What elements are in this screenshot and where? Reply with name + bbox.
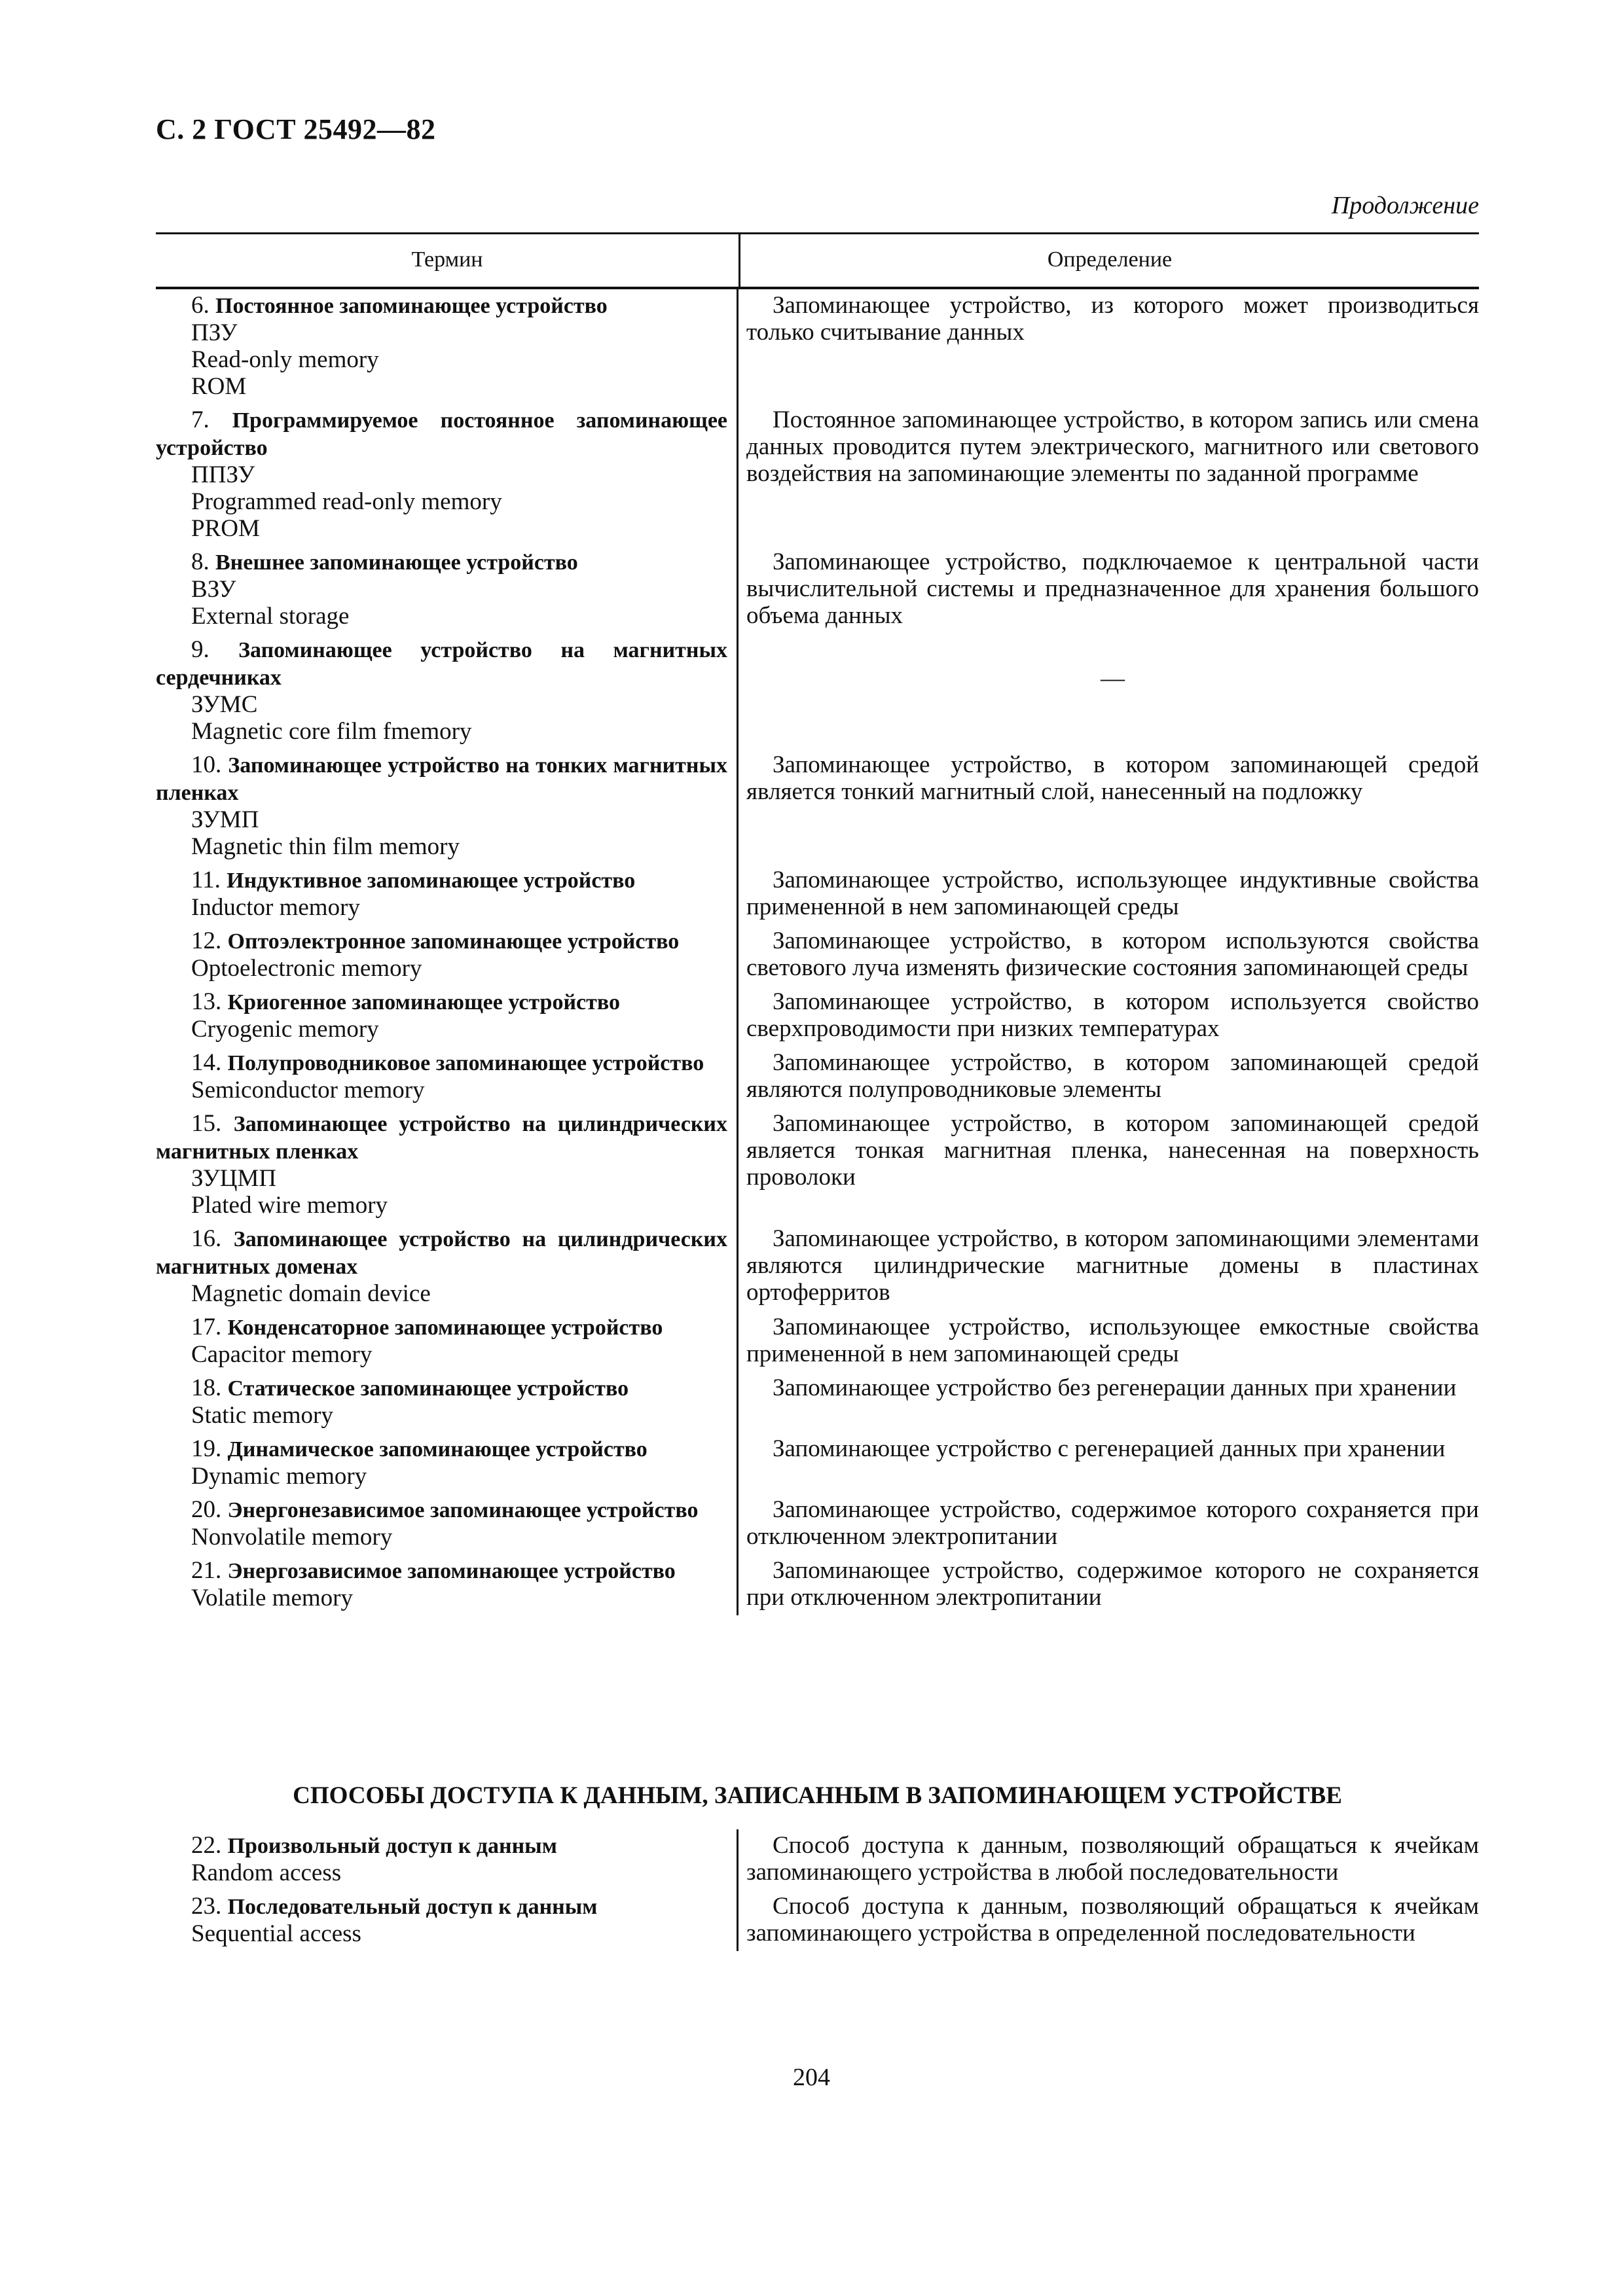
table-row [156,546,1479,634]
term-cell [156,546,739,634]
definition-cell [739,1311,1479,1372]
term-synonym: Optoelectronic memory [191,955,422,982]
definition-cell [739,925,1479,986]
term-cell [156,1890,739,1951]
table-row [156,289,1479,404]
term-cell [156,1433,739,1494]
table-body [156,289,1479,1615]
term-synonym: Capacitor memory [191,1341,373,1368]
table-row [156,1107,1479,1223]
term-synonym: Nonvolatile memory [191,1524,393,1551]
term-synonym: ROM [191,373,247,400]
definition-cell [739,749,1479,864]
definition-cell [739,1494,1479,1554]
definition-cell [739,1372,1479,1433]
term-name: Запоминающее устройство на тонких магнитных пленках [156,753,727,805]
definition-text: Способ доступа к данным, позволяющий обращаться к ячейкам запоминающего устройства в определенной последовательности [746,1893,1479,1946]
term-cell [156,1107,739,1223]
term-name: Динамическое запоминающее устройство [227,1437,647,1462]
term-number: 19. [191,1435,222,1462]
term-synonym: Static memory [191,1402,333,1429]
term-number: 20. [191,1496,222,1523]
table-row [156,1047,1479,1107]
definition-cell [739,634,1479,749]
term-number: 23. [191,1893,222,1920]
term-name: Индуктивное запоминающее устройство [227,869,636,893]
term-name: Программируемое постоянное запоминающее устройство [156,408,728,460]
term-name: Последовательный доступ к данным [227,1895,598,1919]
definition-cell [739,986,1479,1047]
definition-cell [739,1047,1479,1107]
table-row [156,864,1479,925]
term-number: 10. [191,751,222,778]
definition-cell [739,404,1479,546]
definition-text: Запоминающее устройство, в котором запоминающими элементами являются цилиндрические магнитные домены в пластинах ортоферритов [746,1225,1479,1306]
term-number: 8. [191,548,210,575]
definition-text: Постоянное запоминающее устройство, в котором запись или смена данных проводится путем электрического, магнитного или светового воздействия на запоминающие элементы по заданной программе [746,406,1479,487]
access-table [156,1829,1479,1951]
term-synonym: Dynamic memory [191,1463,367,1490]
term-cell [156,1829,739,1890]
table-row [156,404,1479,546]
definition-cell [739,1829,1479,1890]
term-number: 22. [191,1832,222,1859]
definition-text: Запоминающее устройство, использующее индуктивные свойства примененной в нем запоминающей среды [746,867,1479,920]
definition-text: Запоминающее устройство, в котором запоминающей средой являются полупроводниковые элементы [746,1049,1479,1103]
term-synonym: Magnetic domain device [191,1280,431,1307]
term-name: Запоминающее устройство на цилиндрических магнитных доменах [156,1227,728,1279]
definition-text: Запоминающее устройство, использующее емкостные свойства примененной в нем запоминающей среды [746,1314,1479,1367]
table-row [156,1890,1479,1951]
term-name: Полупроводниковое запоминающее устройство [227,1051,704,1075]
term-cell [156,1554,739,1615]
table-row [156,1311,1479,1372]
definition-text: Запоминающее устройство, содержимое которого сохраняется при отключенном электропитании [746,1496,1479,1550]
term-cell [156,986,739,1047]
table-row [156,1829,1479,1890]
term-number: 21. [191,1557,222,1584]
term-name: Криогенное запоминающее устройство [227,990,620,1014]
term-cell [156,634,739,749]
definition-cell [739,1107,1479,1223]
term-synonym: ЗУМС [191,691,258,718]
term-number: 15. [191,1110,222,1137]
continuation-label: Продолжение [1331,192,1479,219]
definition-cell [739,1223,1479,1311]
term-name: Запоминающее устройство на магнитных сердечниках [156,638,728,690]
definition-cell [739,864,1479,925]
term-synonym: Read-only memory [191,346,379,373]
term-name: Произвольный доступ к данным [227,1834,557,1858]
term-name: Статическое запоминающее устройство [227,1376,629,1401]
term-synonym: ЗУМП [191,806,259,833]
term-synonym: ВЗУ [191,576,236,603]
table-row [156,1433,1479,1494]
term-number: 7. [191,406,210,433]
term-cell [156,749,739,864]
term-cell [156,1047,739,1107]
term-name: Конденсаторное запоминающее устройство [227,1316,663,1340]
definition-text: Запоминающее устройство, в котором используется свойство сверхпроводимости при низких температурах [746,988,1479,1042]
table-row [156,925,1479,986]
definition-text: Запоминающее устройство, в котором запоминающей средой является тонкий магнитный слой, нанесенный на подложку [746,751,1479,805]
table-row [156,1372,1479,1433]
definition-cell [739,1433,1479,1494]
table-body [156,1829,1479,1951]
column-header-term: Термин [156,234,740,287]
term-cell [156,1372,739,1433]
column-header-definition: Определение [1047,247,1173,272]
definition-text: Запоминающее устройство, в котором запоминающей средой является тонкая магнитная пленка, нанесенная на поверхность проволоки [746,1110,1479,1191]
term-synonym: ПЗУ [191,319,238,346]
definition-text: Способ доступа к данным, позволяющий обращаться к ячейкам запоминающего устройства в любой последовательности [746,1832,1479,1886]
term-synonym: Magnetic core film fmemory [191,718,472,745]
term-cell [156,289,739,404]
term-number: 16. [191,1225,222,1252]
definition-text: Запоминающее устройство с регенерацией данных при хранении [773,1435,1446,1462]
definition-cell [739,289,1479,404]
term-synonym: Magnetic thin film memory [191,833,460,860]
definition-text: Запоминающее устройство, подключаемое к центральной части вычислительной системы и предназначенное для хранения большого объема данных [746,548,1479,629]
table-header [156,232,1479,289]
term-name: Энергонезависимое запоминающее устройство [227,1498,699,1522]
definition-cell [739,1554,1479,1615]
term-name: Энергозависимое запоминающее устройство [227,1559,676,1583]
term-number: 14. [191,1049,222,1076]
definition-cell [739,1890,1479,1951]
table-row [156,1223,1479,1311]
term-synonym: Cryogenic memory [191,1016,379,1043]
page-header: С. 2 ГОСТ 25492—82 [156,113,436,145]
term-cell [156,1223,739,1311]
term-number: 11. [191,867,221,893]
term-synonym: Random access [191,1859,342,1886]
term-name: Оптоэлектронное запоминающее устройство [227,929,680,954]
term-cell [156,864,739,925]
term-cell [156,404,739,546]
term-cell [156,925,739,986]
term-cell [156,1311,739,1372]
term-name: Внешнее запоминающее устройство [215,550,578,575]
table-row [156,634,1479,749]
term-number: 18. [191,1374,222,1401]
term-synonym: Inductor memory [191,894,360,921]
term-name: Запоминающее устройство на цилиндрических магнитных пленках [156,1112,728,1164]
term-synonym: Sequential access [191,1920,361,1947]
term-synonym: Plated wire memory [191,1192,388,1219]
term-number: 9. [191,636,210,663]
terms-table [156,232,1479,1615]
table-row [156,1494,1479,1554]
term-synonym: PROM [191,515,260,542]
definition-text: — [1101,665,1125,692]
term-synonym: Volatile memory [191,1585,353,1611]
definition-cell [739,546,1479,634]
term-cell [156,1494,739,1554]
term-number: 12. [191,927,222,954]
definition-text: Запоминающее устройство, содержимое которого не сохраняется при отключенном электропитании [746,1557,1479,1611]
section-title: СПОСОБЫ ДОСТУПА К ДАННЫМ, ЗАПИСАННЫМ В ЗАПОМИНАЮЩЕМ УСТРОЙСТВЕ [293,1782,1342,1809]
term-synonym: Semiconductor memory [191,1077,425,1103]
definition-text: Запоминающее устройство, из которого может производиться только считывание данных [746,292,1479,346]
term-name: Постоянное запоминающее устройство [215,294,608,318]
definition-text: Запоминающее устройство, в котором используются свойства светового луча изменять физические состояния запоминающей среды [746,927,1479,981]
definition-text: Запоминающее устройство без регенерации данных при хранении [773,1374,1457,1401]
term-number: 17. [191,1314,222,1340]
term-synonym: External storage [191,603,350,630]
table-row [156,986,1479,1047]
term-number: 13. [191,988,222,1015]
table-row [156,749,1479,864]
term-synonym: ППЗУ [191,461,255,488]
page-number: 204 [793,2064,830,2091]
term-synonym: ЗУЦМП [191,1165,277,1192]
term-number: 6. [191,292,210,319]
table-row [156,1554,1479,1615]
term-synonym: Programmed read-only memory [191,488,502,515]
